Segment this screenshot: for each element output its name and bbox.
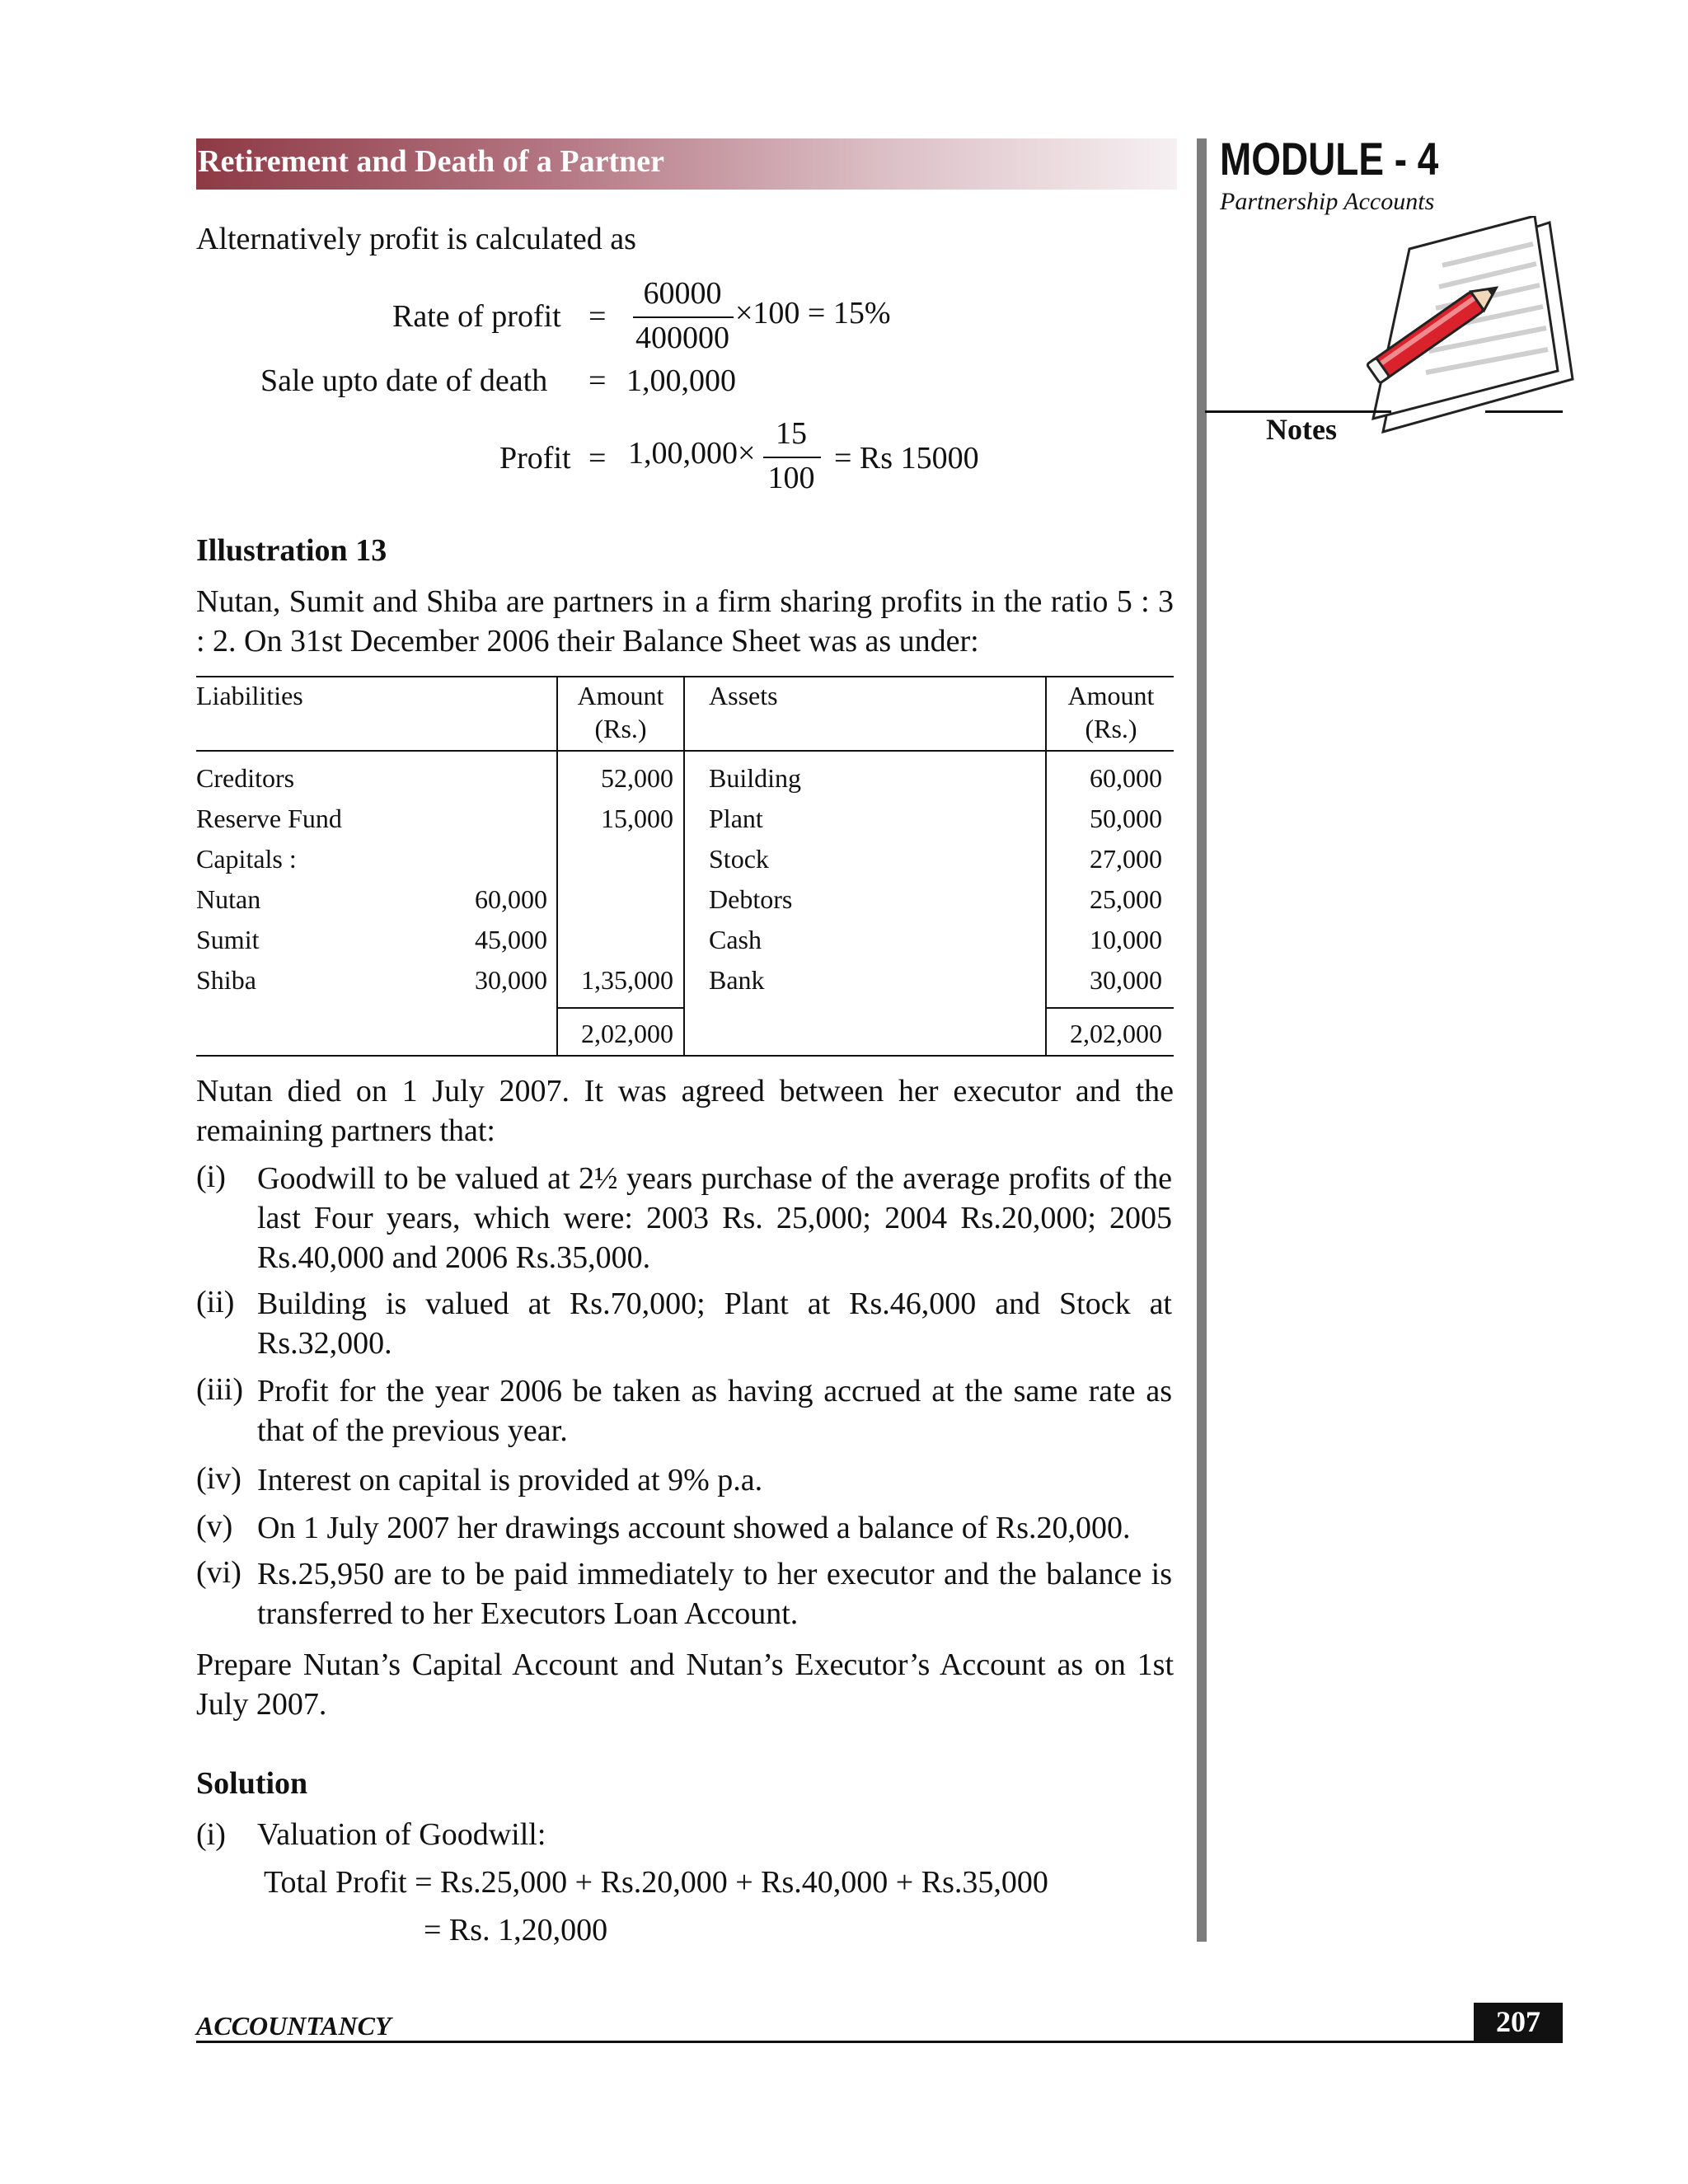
list-number: (i)	[196, 1160, 226, 1194]
table-rule	[196, 1055, 1174, 1057]
profit-result: = Rs 15000	[834, 441, 979, 476]
asset-amount: 10,000	[1090, 925, 1162, 954]
equals-sign: =	[588, 299, 607, 334]
list-item-text: Interest on capital is provided at 9% p.a.	[257, 1463, 763, 1497]
rate-numerator: 60000	[643, 276, 722, 311]
list-item-text: Profit for the year 2006 be taken as having accrued at the same rate as that of the previous year.	[257, 1374, 1172, 1448]
illustration-title: Illustration 13	[196, 533, 387, 568]
table-rule	[196, 676, 1174, 677]
balance-sheet-table	[196, 676, 1174, 1057]
liability-amount: 52,000	[601, 763, 673, 793]
column-header-liabilities: Liabilities	[196, 681, 303, 710]
profit-numerator: 15	[776, 416, 807, 451]
liability-label: Reserve Fund	[196, 804, 342, 833]
list-item-text: Building is valued at Rs.70,000; Plant at Rs.46,000 and Stock at Rs.32,000.	[257, 1286, 1172, 1361]
list-number: (iii)	[196, 1372, 243, 1407]
liability-amount: 1,35,000	[581, 965, 673, 995]
capital-amount: 60,000	[475, 884, 547, 914]
asset-label: Building	[709, 763, 802, 793]
column-header-assets: Assets	[709, 681, 778, 710]
paragraph: Nutan died on 1 July 2007. It was agreed between her executor and the remaining partners that:	[196, 1074, 1174, 1148]
list-number: (v)	[196, 1509, 233, 1544]
asset-amount: 25,000	[1090, 884, 1162, 914]
illustration-text: Nutan, Sumit and Shiba are partners in a firm sharing profits in the ratio 5 : 3 : 2. On 31st December 2006 their Balance Sheet was as under:	[196, 584, 1174, 658]
list-number: (iv)	[196, 1461, 241, 1496]
asset-label: Debtors	[709, 884, 793, 914]
list-number: (vi)	[196, 1555, 241, 1590]
column-header-unit: (Rs.)	[1085, 714, 1137, 743]
liability-label: Creditors	[196, 763, 295, 793]
page-number: 207	[1496, 2005, 1540, 2038]
asset-label: Plant	[709, 804, 763, 833]
asset-amount: 27,000	[1090, 844, 1162, 874]
notes-pencil-icon	[1360, 216, 1574, 438]
capital-amount: 45,000	[475, 925, 547, 954]
asset-amount: 50,000	[1090, 804, 1162, 833]
liability-label: Sumit	[196, 925, 260, 954]
profit-denominator: 100	[767, 461, 815, 495]
asset-label: Cash	[709, 925, 762, 954]
paragraph: Prepare Nutan’s Capital Account and Nutan’s Executor’s Account as on 1st July 2007.	[196, 1647, 1174, 1722]
total-assets: 2,02,000	[1070, 1019, 1162, 1048]
fraction-bar	[763, 457, 821, 458]
table-rule	[556, 1007, 684, 1009]
total-profit-line: Total Profit = Rs.25,000 + Rs.20,000 + Rs.40,000 + Rs.35,000	[264, 1865, 1048, 1900]
asset-amount: 60,000	[1090, 763, 1162, 793]
profit-base: 1,00,000×	[628, 436, 756, 471]
sale-value: 1,00,000	[626, 363, 736, 398]
column-divider	[1197, 138, 1207, 1942]
liability-label: Capitals :	[196, 844, 297, 874]
fraction-bar	[633, 316, 734, 318]
total-liabilities: 2,02,000	[581, 1019, 673, 1048]
column-header-amount: Amount	[577, 681, 664, 710]
sale-label: Sale upto date of death	[260, 363, 548, 398]
table-rule	[1045, 676, 1047, 1057]
footer-subject: ACCOUNTANCY	[196, 2011, 392, 2041]
capital-amount: 30,000	[475, 965, 547, 995]
intro-text: Alternatively profit is calculated as	[196, 222, 636, 256]
module-title: MODULE - 4	[1220, 133, 1439, 185]
column-header-unit: (Rs.)	[594, 714, 647, 743]
equals-sign: =	[588, 441, 607, 476]
rate-denominator: 400000	[635, 321, 729, 355]
total-profit-result: = Rs. 1,20,000	[424, 1913, 608, 1947]
liability-label: Shiba	[196, 965, 256, 995]
table-rule	[1045, 1007, 1174, 1009]
table-rule	[683, 676, 685, 1057]
list-number: (ii)	[196, 1285, 235, 1319]
module-subtitle: Partnership Accounts	[1220, 188, 1435, 215]
liability-amount: 15,000	[601, 804, 673, 833]
list-item-text: On 1 July 2007 her drawings account showed a balance of Rs.20,000.	[257, 1511, 1131, 1545]
rate-result: ×100 = 15%	[735, 296, 891, 330]
asset-label: Bank	[709, 965, 765, 995]
list-item-text: Rs.25,950 are to be paid immediately to her executor and the balance is transferred to her Executors Loan Account.	[257, 1557, 1172, 1631]
asset-amount: 30,000	[1090, 965, 1162, 995]
chapter-title: Retirement and Death of a Partner	[198, 144, 664, 179]
asset-label: Stock	[709, 844, 769, 874]
list-number: (i)	[196, 1817, 226, 1852]
solution-title: Solution	[196, 1766, 308, 1801]
notes-label: Notes	[1266, 413, 1337, 446]
equals-sign: =	[588, 363, 607, 398]
profit-label: Profit	[499, 441, 571, 476]
notes-rule	[1485, 410, 1563, 413]
solution-item-text: Valuation of Goodwill:	[257, 1817, 546, 1852]
footer-rule	[196, 2041, 1563, 2043]
table-rule	[196, 750, 1174, 752]
column-header-amount: Amount	[1067, 681, 1155, 710]
list-item-text: Goodwill to be valued at 2½ years purchase of the average profits of the last Four years, which were: 2003 Rs. 25,000; 2004 Rs.20,000; 2005 Rs.40,000 and 2006 Rs.35,000.	[257, 1161, 1172, 1275]
liability-label: Nutan	[196, 884, 261, 914]
rate-label: Rate of profit	[392, 299, 561, 334]
